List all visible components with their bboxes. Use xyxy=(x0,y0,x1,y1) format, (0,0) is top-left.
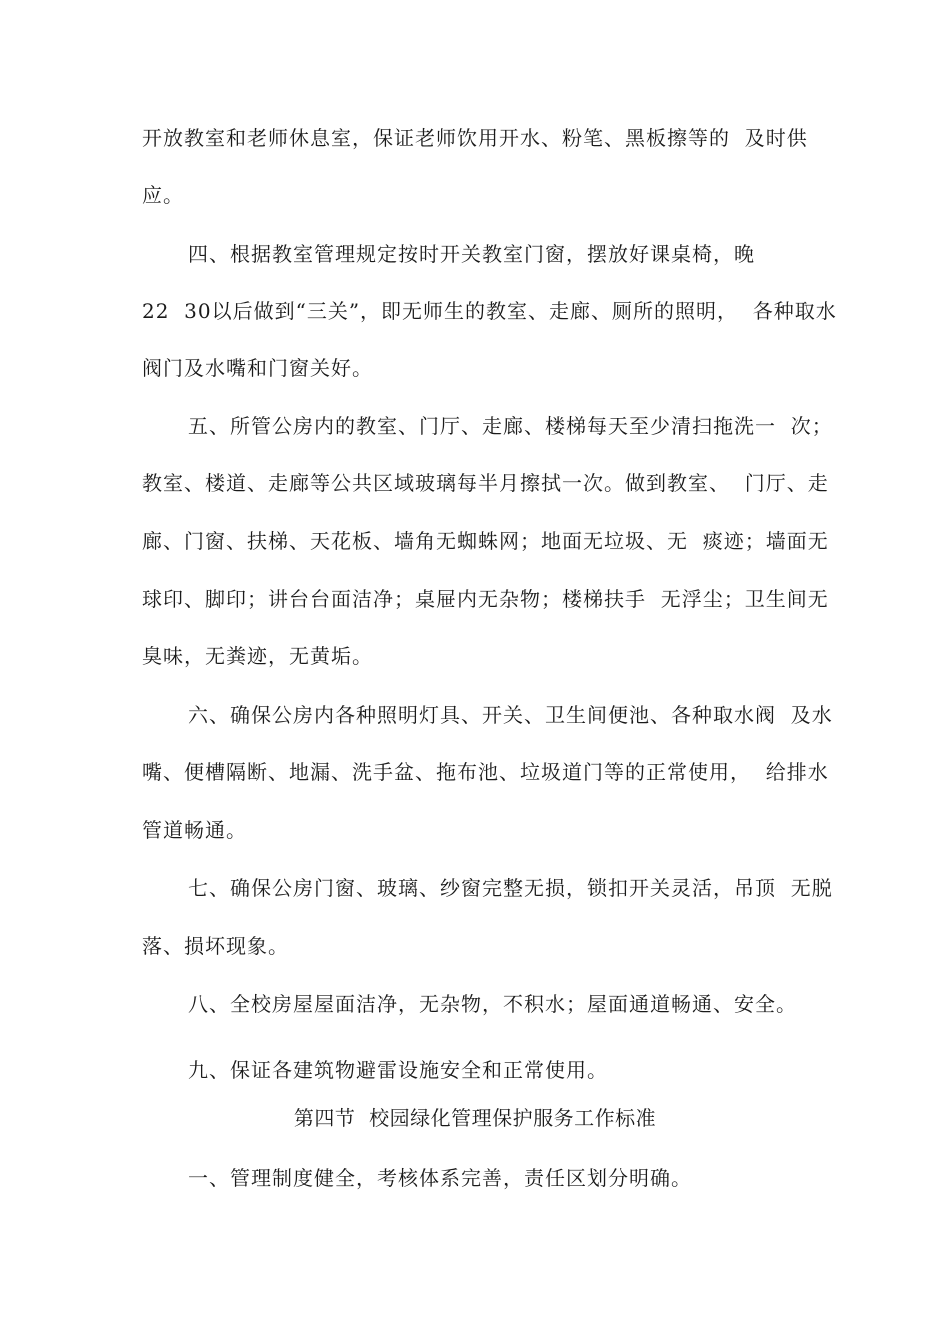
text-line: 落、损坏现象。 xyxy=(142,934,289,958)
paragraph-item-5: 五、所管公房内的教室、门厅、走廊、楼梯每天至少清扫拖洗一 次； xyxy=(188,414,833,438)
text-line: 阀门及水嘴和门窗关好。 xyxy=(142,356,373,380)
text-line: 22 30以后做到“三关”，即无师生的教室、走廊、厕所的照明， 各种取水 xyxy=(142,299,837,323)
text-line: 球印、脚印；讲台台面洁净；桌屉内无杂物；楼梯扶手 无浮尘；卫生间无 xyxy=(142,587,829,611)
text-line: 开放教室和老师休息室，保证老师饮用开水、粉笔、黑板擦等的 及时供 xyxy=(142,126,808,150)
text-line: 臭味，无粪迹，无黄垢。 xyxy=(142,644,373,668)
paragraph-item-8: 八、全校房屋屋面洁净，无杂物，不积水；屋面通道畅通、安全。 xyxy=(188,992,797,1016)
paragraph-item-9: 九、保证各建筑物避雷设施安全和正常使用。 xyxy=(188,1058,608,1082)
text-line: 廊、门窗、扶梯、天花板、墙角无蜘蛛网；地面无垃圾、无 痰迹；墙面无 xyxy=(142,529,829,553)
text-line: 应。 xyxy=(142,183,184,207)
text-line: 嘴、便槽隔断、地漏、洗手盆、拖布池、垃圾道门等的正常使用， 给排水 xyxy=(142,760,829,784)
paragraph-item-6: 六、确保公房内各种照明灯具、开关、卫生间便池、各种取水阀 及水 xyxy=(188,703,833,727)
paragraph-item-1: 一、管理制度健全，考核体系完善，责任区划分明确。 xyxy=(188,1166,692,1190)
paragraph-item-4: 四、根据教室管理规定按时开关教室门窗，摆放好课桌椅，晚 xyxy=(188,242,755,266)
text-line: 管道畅通。 xyxy=(142,818,247,842)
text-line: 教室、楼道、走廊等公共区域玻璃每半月擦拭一次。做到教室、 门厅、走 xyxy=(142,471,829,495)
section-heading: 第四节 校园绿化管理保护服务工作标准 xyxy=(293,1106,657,1130)
paragraph-item-7: 七、确保公房门窗、玻璃、纱窗完整无损，锁扣开关灵活，吊顶 无脱 xyxy=(188,876,833,900)
